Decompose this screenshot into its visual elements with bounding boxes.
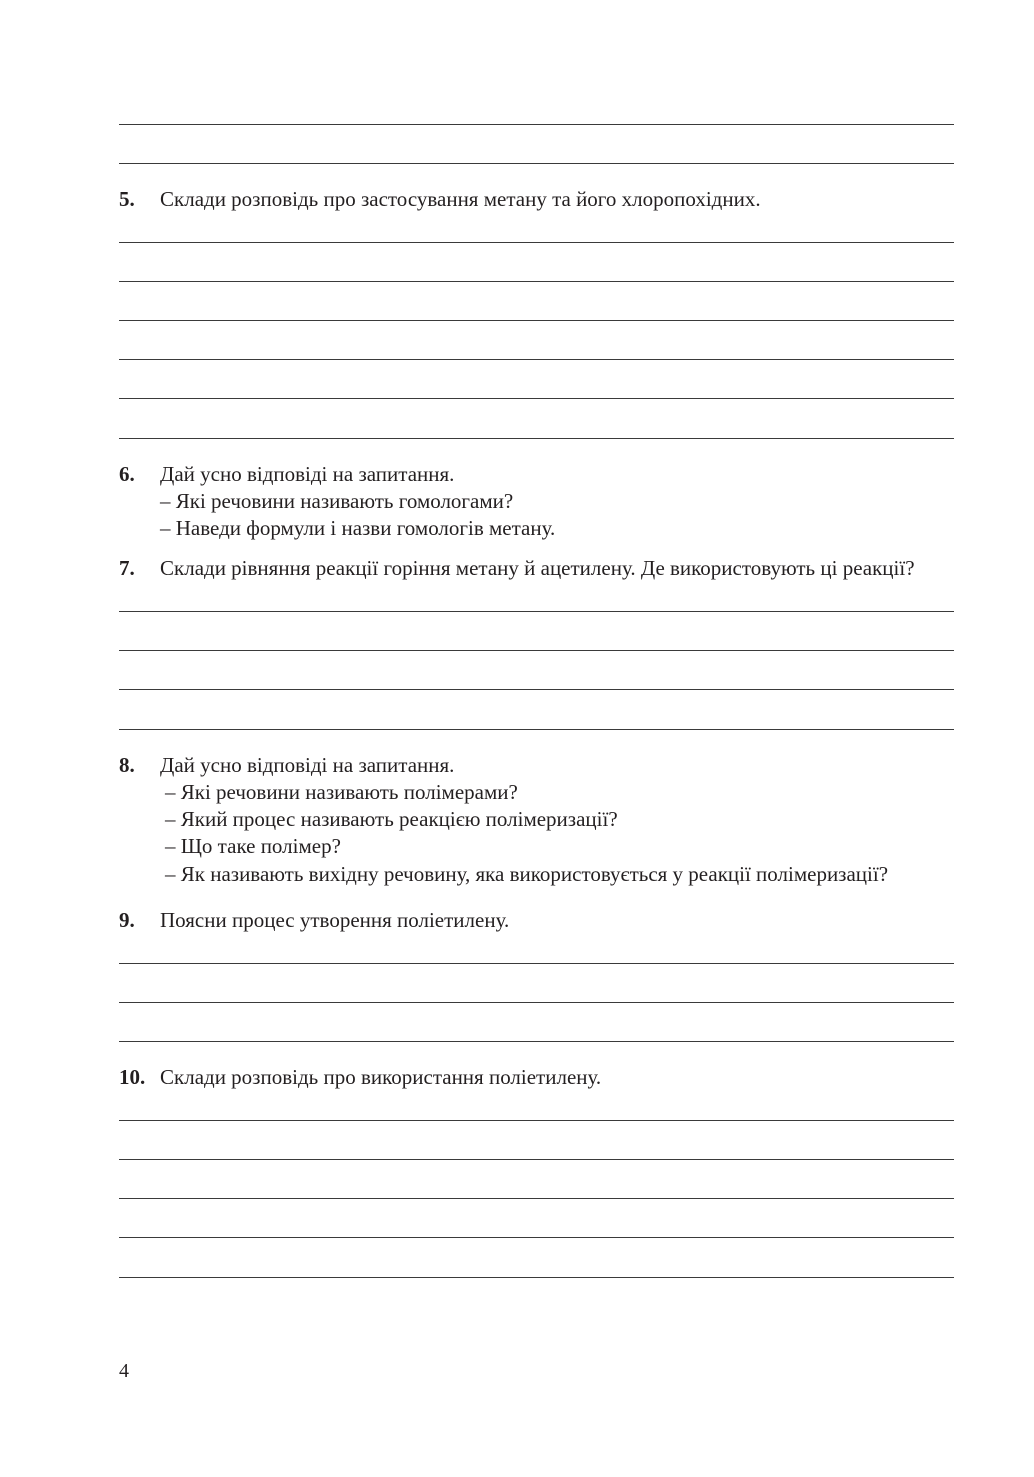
answer-line[interactable] <box>119 650 954 651</box>
task-text: Склади розповідь про використання поліетилену. <box>160 1065 602 1089</box>
task-number: 6. <box>119 462 135 486</box>
task-text: Склади розповідь про застосування метану та його хлоропохідних. <box>160 187 761 211</box>
answer-line[interactable] <box>119 320 954 321</box>
question-item: – Наведи формули і назви гомологів метану. <box>160 516 556 540</box>
answer-line[interactable] <box>119 163 954 164</box>
task-number: 9. <box>119 908 135 932</box>
task-number: 7. <box>119 556 135 580</box>
task-text: Поясни процес утворення поліетилену. <box>160 908 510 932</box>
question-item: – Які речовини називають гомологами? <box>160 489 514 513</box>
answer-line[interactable] <box>119 1041 954 1042</box>
question-item: – Що таке полімер? <box>165 834 341 858</box>
task-number: 5. <box>119 187 135 211</box>
task-text: Дай усно відповіді на запитання. <box>160 462 455 486</box>
question-item: – Як називають вихідну речовину, яка використовується у реакції полімеризації? <box>165 862 889 886</box>
answer-line[interactable] <box>119 1198 954 1199</box>
task-number: 8. <box>119 753 135 777</box>
answer-line[interactable] <box>119 1277 954 1278</box>
page-number: 4 <box>119 1360 129 1382</box>
answer-line[interactable] <box>119 398 954 399</box>
answer-line[interactable] <box>119 281 954 282</box>
answer-line[interactable] <box>119 124 954 125</box>
question-item: – Які речовини називають полімерами? <box>165 780 518 804</box>
task-text: Дай усно відповіді на запитання. <box>160 753 455 777</box>
answer-line[interactable] <box>119 611 954 612</box>
answer-line[interactable] <box>119 1237 954 1238</box>
answer-line[interactable] <box>119 242 954 243</box>
task-text: Склади рівняння реакції горіння метану й ацетилену. Де використовують ці реакції? <box>160 556 915 580</box>
answer-line[interactable] <box>119 1159 954 1160</box>
answer-line[interactable] <box>119 963 954 964</box>
answer-line[interactable] <box>119 1002 954 1003</box>
question-item: – Який процес називають реакцією полімеризації? <box>165 807 618 831</box>
answer-line[interactable] <box>119 729 954 730</box>
answer-line[interactable] <box>119 689 954 690</box>
answer-line[interactable] <box>119 1120 954 1121</box>
answer-line[interactable] <box>119 359 954 360</box>
answer-line[interactable] <box>119 438 954 439</box>
task-number: 10. <box>119 1065 146 1089</box>
